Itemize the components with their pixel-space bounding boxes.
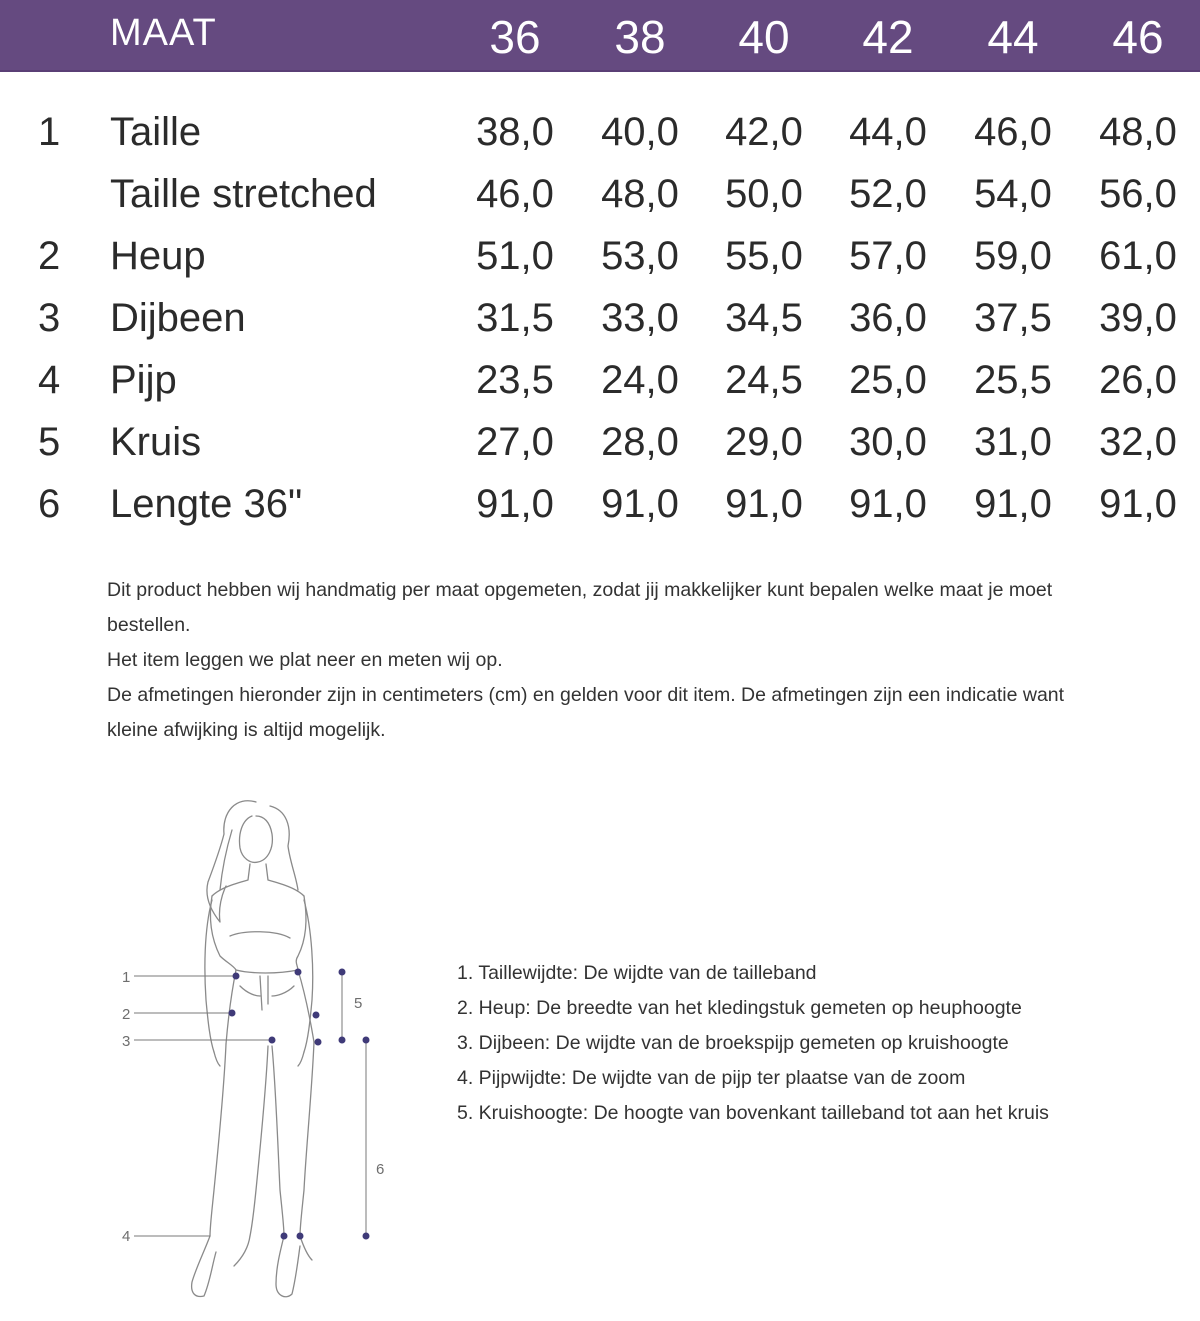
row-number: 3 [38,296,61,340]
row-label: Dijbeen [110,296,246,340]
cell-value: 61,0 [1099,234,1177,278]
row-number: 2 [38,234,61,278]
marker-2: 2 [122,1006,131,1023]
cell-value: 51,0 [476,234,554,278]
size-36: 36 [489,11,541,63]
table-row-lengte [0,482,1200,538]
marker-6: 6 [376,1161,385,1178]
cell-value: 57,0 [849,234,927,278]
cell-value: 38,0 [476,110,554,154]
size-42: 42 [862,11,914,63]
row-label: Heup [110,234,206,278]
size-38: 38 [614,11,666,63]
row-number: 1 [38,110,61,154]
marker-numbers [122,969,384,1245]
row-label: Taille stretched [110,172,377,216]
intro-paragraph: Dit product hebben wij handmatig per maat opgemeten, zodat jij makkelijker kunt bepalen welke maat je moet bestellen. [107,579,1053,636]
cell-value: 91,0 [974,482,1052,526]
legend-item-kruishoogte: 5. Kruishoogte: De hoogte van bovenkant tailleband tot aan het kruis [457,1102,1049,1124]
cell-value: 91,0 [601,482,679,526]
cell-value: 30,0 [849,420,927,464]
cell-value: 27,0 [476,420,554,464]
cell-value: 44,0 [849,110,927,154]
table-row-taille [0,110,1200,166]
row-number: 6 [38,482,61,526]
marker-4: 4 [122,1228,131,1245]
measurement-intro [107,573,1087,748]
cell-value: 31,0 [974,420,1052,464]
cell-value: 40,0 [601,110,679,154]
legend-item-pijpwijdte: 4. Pijpwijdte: De wijdte van de pijp ter plaatse van de zoom [457,1067,966,1089]
size-46: 46 [1112,11,1164,63]
cell-value: 23,5 [476,358,554,402]
cell-value: 28,0 [601,420,679,464]
cell-value: 54,0 [974,172,1052,216]
cell-value: 46,0 [476,172,554,216]
row-label: Lengte 36" [110,482,303,526]
cell-value: 34,5 [725,296,803,340]
cell-value: 55,0 [725,234,803,278]
cell-value: 91,0 [849,482,927,526]
header-divider [0,70,1200,72]
table-row-kruis [0,420,1200,476]
cell-value: 91,0 [1099,482,1177,526]
size-44: 44 [987,11,1039,63]
cell-value: 25,5 [974,358,1052,402]
cell-value: 37,5 [974,296,1052,340]
measurement-legend [457,956,1097,1131]
cell-value: 46,0 [974,110,1052,154]
table-row-dijbeen [0,296,1200,352]
size-40: 40 [738,11,790,63]
legend-item-dijbeen: 3. Dijbeen: De wijdte van de broekspijp gemeten op kruishoogte [457,1032,1009,1054]
size-header-bar [0,0,1200,72]
cell-value: 24,0 [601,358,679,402]
row-number: 5 [38,420,61,464]
cell-value: 91,0 [476,482,554,526]
cell-value: 52,0 [849,172,927,216]
row-number: 4 [38,358,61,402]
table-row-taille-stretched [0,172,1200,228]
row-label: Taille [110,110,202,154]
cell-value: 24,5 [725,358,803,402]
cell-value: 26,0 [1099,358,1177,402]
cell-value: 42,0 [725,110,803,154]
cell-value: 31,5 [476,296,554,340]
cell-value: 50,0 [725,172,803,216]
measurement-figure [100,790,420,1310]
cell-value: 53,0 [601,234,679,278]
cell-value: 29,0 [725,420,803,464]
cell-value: 33,0 [601,296,679,340]
measurement-lines [134,972,366,1236]
cell-value: 32,0 [1099,420,1177,464]
marker-3: 3 [122,1033,131,1050]
cell-value: 36,0 [849,296,927,340]
measurement-dots [229,969,370,1240]
intro-paragraph: Het item leggen we plat neer en meten wij op. [107,649,503,671]
woman-outline-illustration [100,790,420,1310]
legend-item-taillewijdte: 1. Taillewijdte: De wijdte van de tailleband [457,962,817,984]
cell-value: 48,0 [1099,110,1177,154]
row-label: Kruis [110,420,202,464]
marker-5: 5 [354,995,363,1012]
legend-item-heup: 2. Heup: De breedte van het kledingstuk gemeten op heuphoogte [457,997,1022,1019]
intro-paragraph: De afmetingen hieronder zijn in centimeters (cm) en gelden voor dit item. De afmetingen zijn een indicatie want kleine afwijking is altijd mogelijk. [107,684,1065,741]
row-label: Pijp [110,358,177,402]
cell-value: 91,0 [725,482,803,526]
marker-1: 1 [122,969,131,986]
cell-value: 48,0 [601,172,679,216]
maat-label: MAAT [110,12,217,54]
table-row-heup [0,234,1200,290]
cell-value: 39,0 [1099,296,1177,340]
cell-value: 59,0 [974,234,1052,278]
figure-outline [192,801,314,1297]
table-row-pijp [0,358,1200,414]
cell-value: 56,0 [1099,172,1177,216]
cell-value: 25,0 [849,358,927,402]
